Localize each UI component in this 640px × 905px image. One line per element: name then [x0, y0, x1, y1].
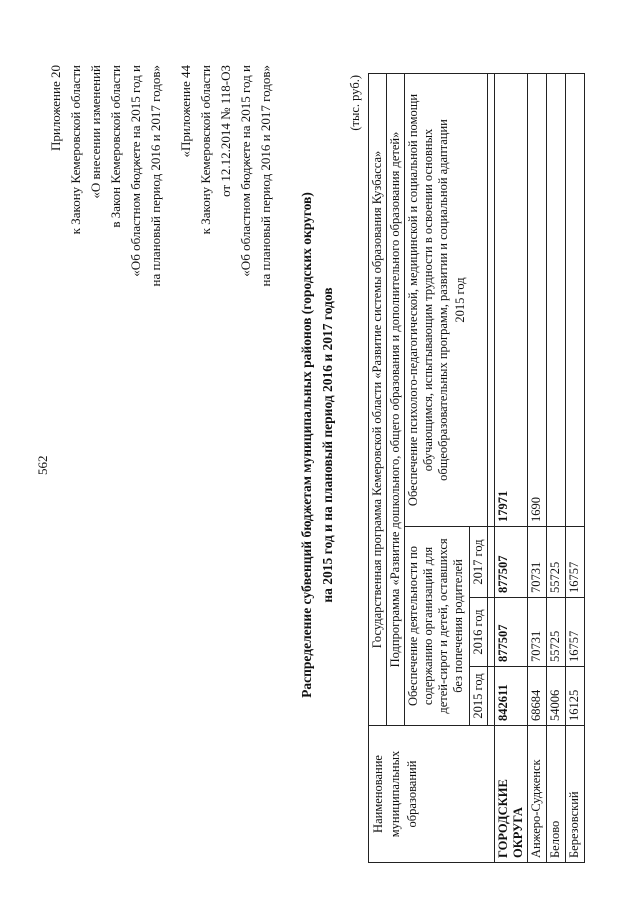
year-header: 2015 год	[470, 667, 488, 726]
unit-label: (тыс. руб.)	[348, 75, 362, 131]
cell-2017: 16757	[566, 527, 585, 598]
title-line-2: на 2015 год и на плановый период 2016 и 2017 годов	[320, 287, 335, 603]
cell-group2	[566, 74, 585, 527]
row-name: Анжеро-Судженск	[528, 726, 547, 863]
row-name: Белово	[547, 726, 566, 863]
cell-2016: 16757	[566, 598, 585, 667]
group2-label: Обеспечение психолого-педагогической, медицинской и социальной помощи обучающимся, испытывающим трудности в освоении основных общеобразовательных программ, развитии и социальной адаптации	[406, 93, 450, 507]
year-header: 2017 год	[470, 527, 488, 598]
cell-2016: 877507	[495, 598, 528, 667]
cell-2017: 70731	[528, 527, 547, 598]
group2-year: 2015 год	[453, 277, 467, 323]
subprogram-header: Подпрограмма «Развитие дошкольного, общего образования и дополнительного образования детей»	[387, 74, 405, 726]
header-line: «Об областном бюджете на 2015 год и	[238, 65, 253, 277]
row-name: Березовский	[566, 726, 585, 863]
appendix-20-header	[46, 65, 166, 445]
page-number: 562	[35, 455, 50, 475]
program-header: Государственная программа Кемеровской области «Развитие системы образования Кузбасса»	[369, 74, 387, 726]
col-name-header: Наименование муниципальных образований	[369, 726, 495, 863]
appendix-44-header	[176, 65, 276, 445]
cell-2016: 70731	[528, 598, 547, 667]
cell-2017: 877507	[495, 527, 528, 598]
header-line: в Закон Кемеровской области	[108, 65, 123, 228]
cell-2015: 16125	[566, 667, 585, 726]
header-line: «Об областном бюджете на 2015 год и	[128, 65, 143, 277]
cell-2016: 55725	[547, 598, 566, 667]
table-row	[547, 74, 566, 863]
header-line: к Закону Кемеровской области	[198, 65, 213, 235]
year-header: 2016 год	[470, 598, 488, 667]
table-row	[528, 74, 547, 863]
cell-2017: 55725	[547, 527, 566, 598]
cell-group2	[547, 74, 566, 527]
cell-2015: 54006	[547, 667, 566, 726]
header-line: на плановый период 2016 и 2017 годов»	[258, 65, 273, 287]
cell-2015: 842611	[495, 667, 528, 726]
header-line: к Закону Кемеровской области	[68, 65, 83, 235]
header-line: от 12.12.2014 № 118-ОЗ	[218, 65, 233, 197]
header-line: на плановый период 2016 и 2017 годов»	[148, 65, 163, 287]
group2-header	[405, 74, 488, 527]
subsidy-table	[368, 73, 585, 863]
row-name: ГОРОДСКИЕ ОКРУГА	[495, 726, 528, 863]
group1-header: Обеспечение деятельности по содержанию организаций для детей-сирот и детей, оставшихся без попечения родителей	[405, 527, 470, 726]
document-title	[296, 135, 338, 755]
cell-2015: 68684	[528, 667, 547, 726]
header-line: «Приложение 44	[178, 65, 193, 158]
header-line: «О внесении изменений	[88, 65, 103, 199]
table-row	[566, 74, 585, 863]
header-line: Приложение 20	[48, 65, 63, 152]
title-line-1: Распределение субвенций бюджетам муниципальных районов (городских округов)	[299, 192, 314, 698]
table-row	[495, 74, 528, 863]
cell-group2: 17971	[495, 74, 528, 527]
cell-group2: 1690	[528, 74, 547, 527]
